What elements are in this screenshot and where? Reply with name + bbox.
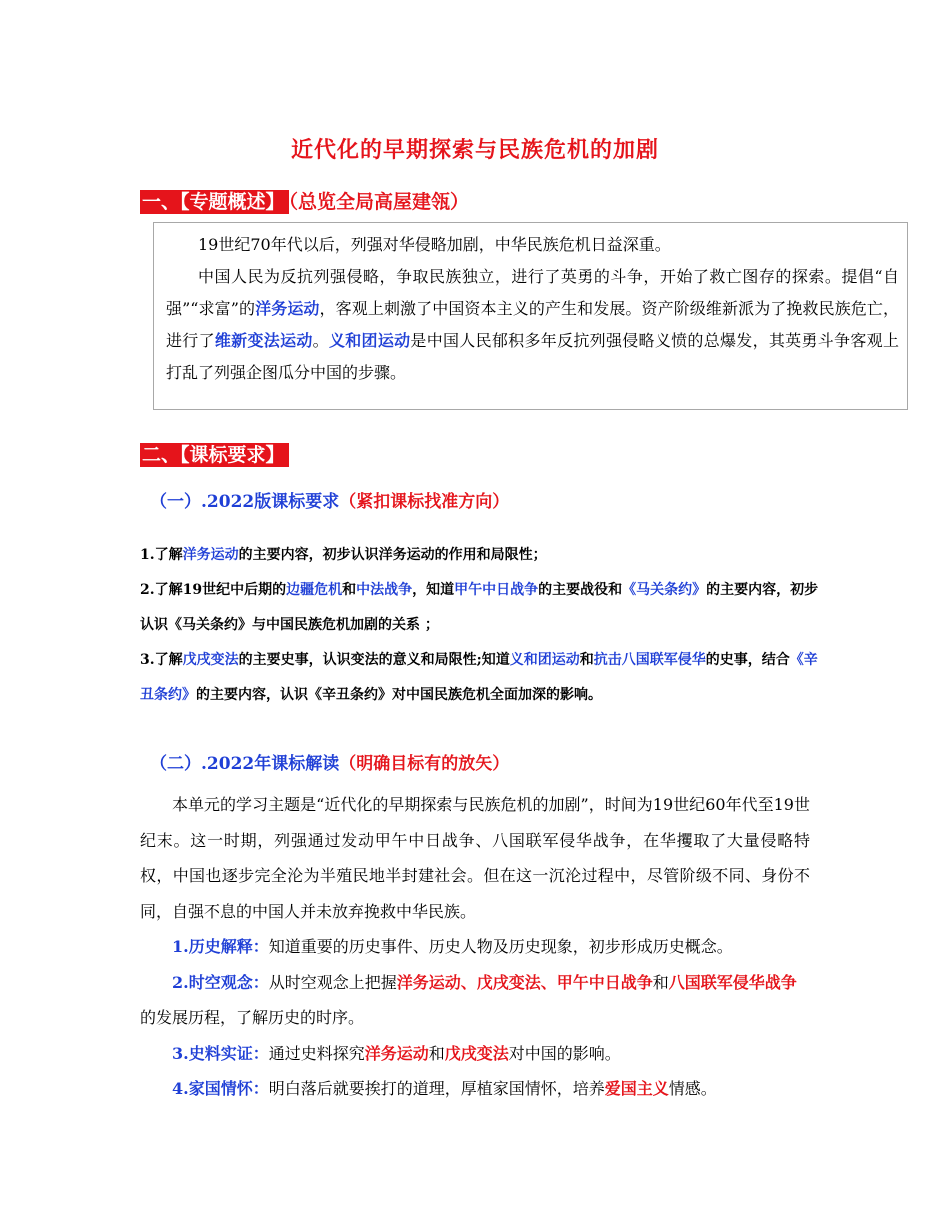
highlight-weixin: 维新变法运动	[214, 331, 313, 350]
interpretation-intro: 本单元的学习主题是“近代化的早期探索与民族危机的加剧”，时间为19世纪60年代至19世纪末。这一时期，列强通过发动甲午中日战争、八国联军侵华战争，在华攫取了大量侵略特权，中国也逐步完全沦为半殖民地半封建社会。但在这一沉沦过程中，尽管阶级不同、身份不同，自强不息的中国人并未放弃挽救中华民族。	[140, 795, 810, 921]
requirement-2: 2.了解19世纪中后期的边疆危机和中法战争，知道甲午中日战争的主要战役和《马关条约》的主要内容，初步认识《马关条约》与中国民族危机加剧的关系 ；	[140, 582, 819, 633]
overview-paragraph-2: 中国人民为反抗列强侵略，争取民族独立，进行了英勇的斗争，开始了救亡图存的探索。提倡“自强”“求富”的洋务运动，客观上刺激了中国资本主义的产生和发展。资产阶级维新派为了挽救民族危亡，进行了维新变法运动。义和团运动是中国人民郁积多年反抗列强侵略义愤的总爆发，其英勇斗争客观上打乱了列强企图瓜分中国的步骤。	[166, 267, 899, 382]
requirement-3: 3.了解戊戌变法的主要史事，认识变法的意义和局限性;知道义和团运动和抗击八国联军侵华的史事，结合《辛丑条约》的主要内容，认识《辛丑条约》对中国民族危机全面加深的影响。	[140, 652, 818, 703]
subheading-interpretation: （二）.2022年课标解读（明确目标有的放矢）	[150, 754, 510, 774]
literacy-item-3: 3.史料实证：通过史料探究洋务运动和戊戌变法对中国的影响。	[172, 1043, 621, 1063]
section-2-label: 二、【课标要求】	[140, 443, 289, 467]
subheading-standards: （一）.2022版课标要求（紧扣课标找准方向）	[150, 492, 510, 512]
document-title: 近代化的早期探索与民族危机的加剧	[290, 137, 659, 163]
highlight-yangwu: 洋务运动	[255, 299, 320, 318]
section-1-label: 一、【专题概述】	[140, 190, 289, 214]
literacy-item-1: 1.历史解释：知道重要的历史事件、历史人物及历史现象，初步形成历史概念。	[172, 937, 733, 956]
requirement-1: 1.了解洋务运动的主要内容，初步认识洋务运动的作用和局限性；	[140, 547, 547, 563]
interpretation-body	[140, 787, 810, 1107]
literacy-item-4: 4.家国情怀：明白落后就要挨打的道理，厚植家国情怀，培养爱国主义情感。	[172, 1079, 717, 1098]
section-1-subtitle: （总览全局高屋建瓴）	[288, 191, 470, 213]
literacy-item-2: 2.时空观念：从时空观念上把握洋务运动、戊戌变法、甲午中日战争和八国联军侵华战争的发展历程，了解历史的时序。	[140, 972, 797, 1027]
section-1-heading	[140, 187, 469, 214]
highlight-yihetuan: 义和团运动	[328, 331, 411, 350]
standards-list	[140, 538, 820, 713]
section-2-heading	[140, 440, 289, 467]
overview-box	[153, 222, 908, 410]
overview-paragraph-1: 19世纪70年代以后，列强对华侵略加剧，中华民族危机日益深重。	[198, 235, 671, 254]
